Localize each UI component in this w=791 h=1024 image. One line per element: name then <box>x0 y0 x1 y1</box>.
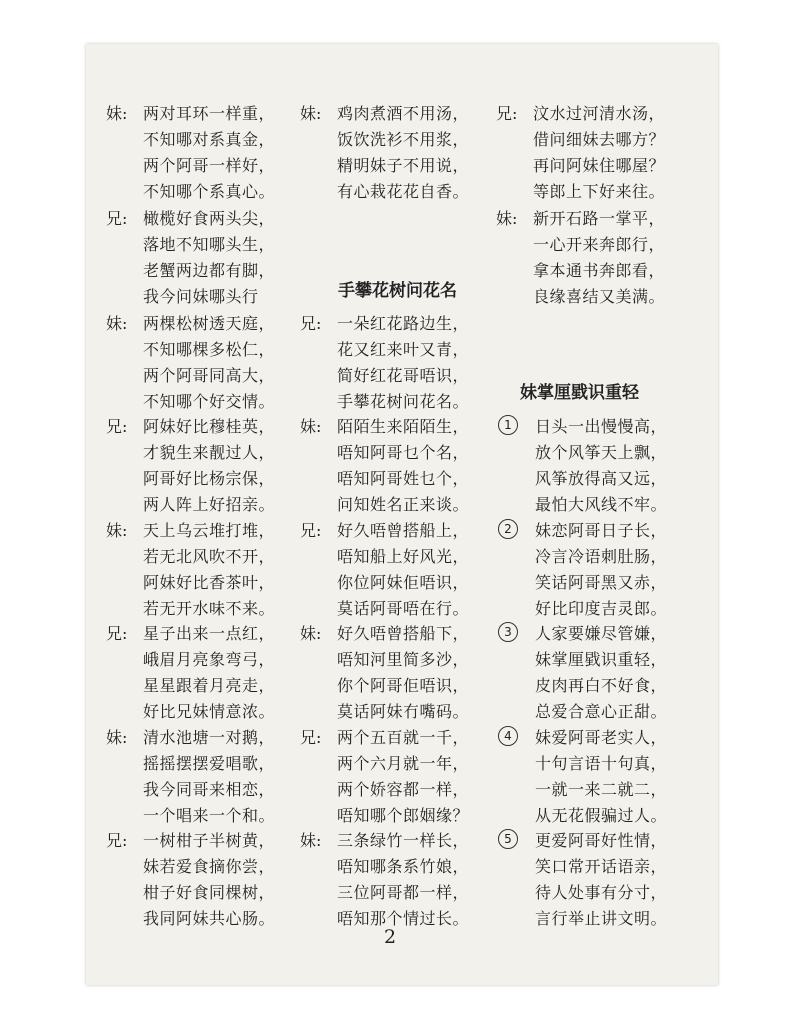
verse-line: 良缘喜结又美满。 <box>533 287 666 306</box>
verse-line: 唔知那个情过长。 <box>337 909 470 928</box>
verse-line: 好比兄妹情意浓。 <box>143 702 276 721</box>
verse-line: 陌陌生来陌陌生， <box>337 417 470 436</box>
verse-line: 鸡肉煮酒不用汤， <box>337 104 470 123</box>
verse-line: 两个阿哥同高大， <box>143 366 276 385</box>
verse-line: 不知哪个系真心。 <box>143 182 276 201</box>
verse-line: 花又红来叶又青， <box>337 340 470 359</box>
verse-line: 不知哪棵多松仁， <box>143 340 276 359</box>
verse-line: 不知哪对系真金， <box>143 130 276 149</box>
speaker-label: 兄: <box>106 831 128 850</box>
verse-line: 一心开来奔郎行， <box>533 235 666 254</box>
verse-line: 手攀花树问花名。 <box>337 392 470 411</box>
verse-line: 好久唔曾搭船下， <box>337 624 470 643</box>
speaker-label: 妹: <box>106 728 128 747</box>
speaker-label: 妹: <box>300 104 322 123</box>
page-number: 2 <box>384 926 397 948</box>
verse-line: 十句言语十句真， <box>535 754 668 773</box>
verse-line: 莫话阿妹冇嘴码。 <box>337 702 470 721</box>
circled-number: 1 <box>498 415 518 435</box>
verse-line: 星星跟着月亮走， <box>143 676 276 695</box>
verse-line: 一就一来二就二， <box>535 780 668 799</box>
verse-line: 橄榄好食两头尖， <box>143 209 276 228</box>
verse-line: 简好红花哥唔识， <box>337 366 470 385</box>
verse-line: 一树柑子半树黄， <box>143 831 276 850</box>
verse-line: 人家要嫌尽管嫌， <box>535 624 668 643</box>
verse-line: 妹掌厘戥识重轻， <box>535 650 668 669</box>
circled-number: 4 <box>498 726 518 746</box>
speaker-label: 兄: <box>106 209 128 228</box>
verse-line: 精明妹子不用说， <box>337 156 470 175</box>
verse-line: 阿妹好比穆桂英， <box>143 417 276 436</box>
book-page <box>86 44 718 985</box>
speaker-label: 妹: <box>496 209 518 228</box>
verse-line: 唔知船上好风光， <box>337 547 470 566</box>
speaker-label: 妹: <box>106 104 128 123</box>
speaker-label: 兄: <box>106 624 128 643</box>
speaker-label: 妹: <box>300 417 322 436</box>
circled-number: 2 <box>498 519 518 539</box>
speaker-label: 兄: <box>300 521 322 540</box>
speaker-label: 妹: <box>300 831 322 850</box>
verse-line: 言行举止讲文明。 <box>535 909 668 928</box>
verse-line: 若无北风吹不开， <box>143 547 276 566</box>
verse-line: 日头一出慢慢高， <box>535 417 668 436</box>
verse-line: 我同阿妹共心肠。 <box>143 909 276 928</box>
verse-line: 总爱合意心正甜。 <box>535 702 668 721</box>
verse-line: 你位阿妹佢唔识， <box>337 573 470 592</box>
verse-line: 若无开水味不来。 <box>143 599 276 618</box>
verse-line: 落地不知哪头生， <box>143 235 276 254</box>
verse-line: 两个六月就一年， <box>337 754 470 773</box>
verse-line: 我今同哥来相恋， <box>143 780 276 799</box>
verse-line: 有心栽花花自香。 <box>337 182 470 201</box>
verse-line: 笑话阿哥黑又赤， <box>535 573 668 592</box>
verse-line: 才貌生来靓过人， <box>143 443 276 462</box>
verse-line: 两个阿哥一样好， <box>143 156 276 175</box>
verse-line: 好比印度吉灵郎。 <box>535 599 668 618</box>
verse-line: 莫话阿哥唔在行。 <box>337 599 470 618</box>
speaker-label: 妹: <box>300 624 322 643</box>
verse-line: 唔知哪条系竹娘， <box>337 857 470 876</box>
verse-line: 三位阿哥都一样， <box>337 883 470 902</box>
section-heading: 手攀花树问花名 <box>338 281 457 301</box>
verse-line: 笑口常开话语亲， <box>535 857 668 876</box>
verse-line: 冷言冷语刺肚肠， <box>535 547 668 566</box>
verse-line: 天上乌云堆打堆， <box>143 521 276 540</box>
verse-line: 待人处事有分寸， <box>535 883 668 902</box>
speaker-label: 兄: <box>300 314 322 333</box>
verse-line: 饭饮洗衫不用浆， <box>337 130 470 149</box>
circled-number: 3 <box>498 622 518 642</box>
verse-line: 摇摇摆摆爱唱歌， <box>143 754 276 773</box>
verse-line: 阿妹好比香茶叶， <box>143 573 276 592</box>
verse-line: 星子出来一点红， <box>143 624 276 643</box>
circled-number: 5 <box>498 829 518 849</box>
section-heading: 妹掌厘戥识重轻 <box>520 383 639 403</box>
verse-line: 妹爱阿哥老实人， <box>535 728 668 747</box>
verse-line: 放个风筝天上飘， <box>535 443 668 462</box>
verse-line: 清水池塘一对鹅， <box>143 728 276 747</box>
speaker-label: 兄: <box>300 728 322 747</box>
verse-line: 等郎上下好来往。 <box>533 182 666 201</box>
speaker-label: 妹: <box>106 314 128 333</box>
speaker-label: 妹: <box>106 521 128 540</box>
verse-line: 唔知阿哥乜个名， <box>337 443 470 462</box>
verse-line: 两人阵上好招亲。 <box>143 495 276 514</box>
verse-line: 三条绿竹一样长， <box>337 831 470 850</box>
verse-line: 风筝放得高又远， <box>535 469 668 488</box>
verse-line: 更爱阿哥好性情， <box>535 831 668 850</box>
verse-line: 峨眉月亮象弯弓， <box>143 650 276 669</box>
speaker-label: 兄: <box>496 104 518 123</box>
verse-line: 新开石路一掌平， <box>533 209 666 228</box>
verse-line: 问知姓名正来谈。 <box>337 495 470 514</box>
verse-line: 好久唔曾搭船上， <box>337 521 470 540</box>
verse-line: 两棵松树透天庭， <box>143 314 276 333</box>
verse-line: 唔知河里简多沙， <box>337 650 470 669</box>
verse-line: 阿哥好比杨宗保， <box>143 469 276 488</box>
verse-line: 两个娇容都一样， <box>337 780 470 799</box>
verse-line: 柑子好食同棵树， <box>143 883 276 902</box>
verse-line: 拿本通书奔郎看， <box>533 261 666 280</box>
verse-line: 两个五百就一千， <box>337 728 470 747</box>
verse-line: 老蟹两边都有脚， <box>143 261 276 280</box>
verse-line: 不知哪个好交情。 <box>143 392 276 411</box>
verse-line: 从无花假骗过人。 <box>535 806 668 825</box>
verse-line: 皮肉再白不好食， <box>535 676 668 695</box>
verse-line: 一个唱来一个和。 <box>143 806 276 825</box>
verse-line: 唔知阿哥姓乜个， <box>337 469 470 488</box>
verse-line: 借问细妹去哪方？ <box>533 130 666 149</box>
verse-line: 你个阿哥佢唔识， <box>337 676 470 695</box>
verse-line: 两对耳环一样重， <box>143 104 276 123</box>
verse-line: 一朵红花路边生， <box>337 314 470 333</box>
verse-line: 最怕大风线不牢。 <box>535 495 668 514</box>
verse-line: 我今问妹哪头行 <box>143 287 259 306</box>
verse-line: 唔知哪个郎姻缘？ <box>337 806 470 825</box>
verse-line: 再问阿妹住哪屋？ <box>533 156 666 175</box>
verse-line: 妹若爱食摘你尝， <box>143 857 276 876</box>
speaker-label: 兄: <box>106 417 128 436</box>
verse-line: 妹恋阿哥日子长， <box>535 521 668 540</box>
verse-line: 汶水过河清水汤， <box>533 104 666 123</box>
